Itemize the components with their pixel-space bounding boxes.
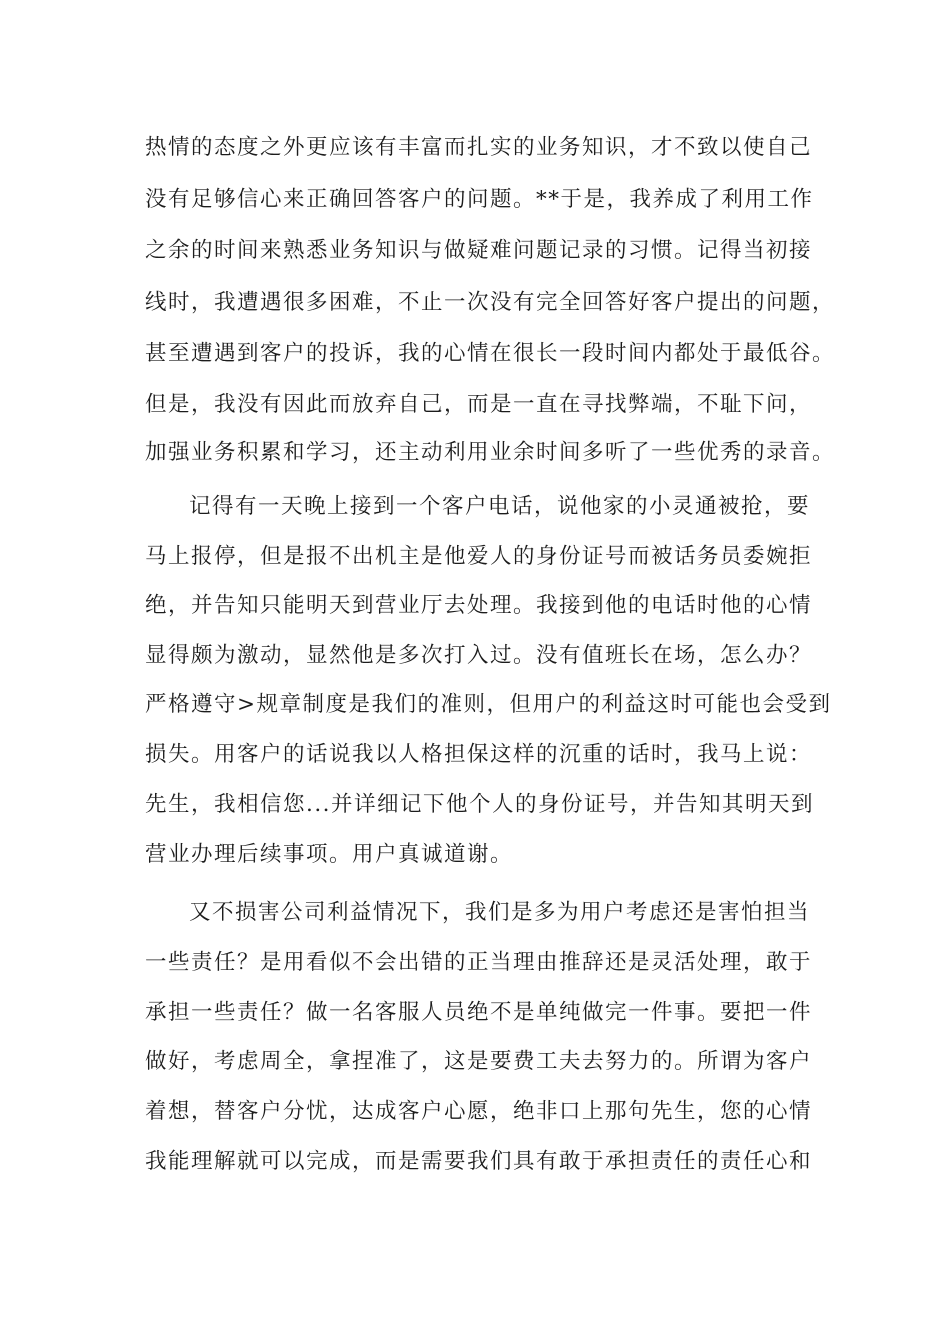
paragraph-3-line-3: 承担一些责任？做一名客服人员绝不是单纯做完一件事。要把一件 xyxy=(145,1000,813,1025)
paragraph-1-line-4: 线时，我遭遇很多困难，不止一次没有完全回答好客户提出的问题， xyxy=(145,290,836,315)
paragraph-1-line-1: 热情的态度之外更应该有丰富而扎实的业务知识，才不致以使自己 xyxy=(145,135,813,160)
paragraph-1-line-6: 但是，我没有因此而放弃自己，而是一直在寻找弊端，不耻下问， xyxy=(145,392,813,417)
paragraph-1-line-7: 加强业务积累和学习，还主动利用业余时间多听了一些优秀的录音。 xyxy=(145,440,836,465)
paragraph-2-line-8: 营业办理后续事项。用户真诚道谢。 xyxy=(145,842,514,867)
paragraph-3-line-1: 又不损害公司利益情况下，我们是多为用户考虑还是害怕担当 xyxy=(189,900,811,925)
paragraph-1-line-3: 之余的时间来熟悉业务知识与做疑难问题记录的习惯。记得当初接 xyxy=(145,238,813,263)
paragraph-3-line-6: 我能理解就可以完成，而是需要我们具有敢于承担责任的责任心和 xyxy=(145,1149,813,1174)
paragraph-1-line-5: 甚至遭遇到客户的投诉，我的心情在很长一段时间内都处于最低谷。 xyxy=(145,341,836,366)
paragraph-2-line-4: 显得颇为激动，显然他是多次打入过。没有值班长在场，怎么办？ xyxy=(145,643,813,668)
paragraph-3-line-5: 着想，替客户分忧，达成客户心愿，绝非口上那句先生，您的心情 xyxy=(145,1099,813,1124)
paragraph-2-line-7: 先生，我相信您...并详细记下他个人的身份证号，并告知其明天到 xyxy=(145,792,815,817)
paragraph-3-line-4: 做好，考虑周全，拿捏准了，这是要费工夫去努力的。所谓为客户 xyxy=(145,1049,813,1074)
paragraph-2-line-5: 严格遵守>规章制度是我们的准则，但用户的利益这时可能也会受到 xyxy=(145,692,832,717)
paragraph-3-line-2: 一些责任？是用看似不会出错的正当理由推辞还是灵活处理，敢于 xyxy=(145,950,813,975)
paragraph-2-line-1: 记得有一天晚上接到一个客户电话，说他家的小灵通被抢，要 xyxy=(189,494,811,519)
paragraph-2-line-6: 损失。用客户的话说我以人格担保这样的沉重的话时，我马上说： xyxy=(145,742,813,767)
paragraph-1-line-2: 没有足够信心来正确回答客户的问题。**于是，我养成了利用工作 xyxy=(145,187,814,212)
paragraph-2-line-3: 绝，并告知只能明天到营业厅去处理。我接到他的电话时他的心情 xyxy=(145,593,813,618)
paragraph-2-line-2: 马上报停，但是报不出机主是他爱人的身份证号而被话务员委婉拒 xyxy=(145,544,813,569)
